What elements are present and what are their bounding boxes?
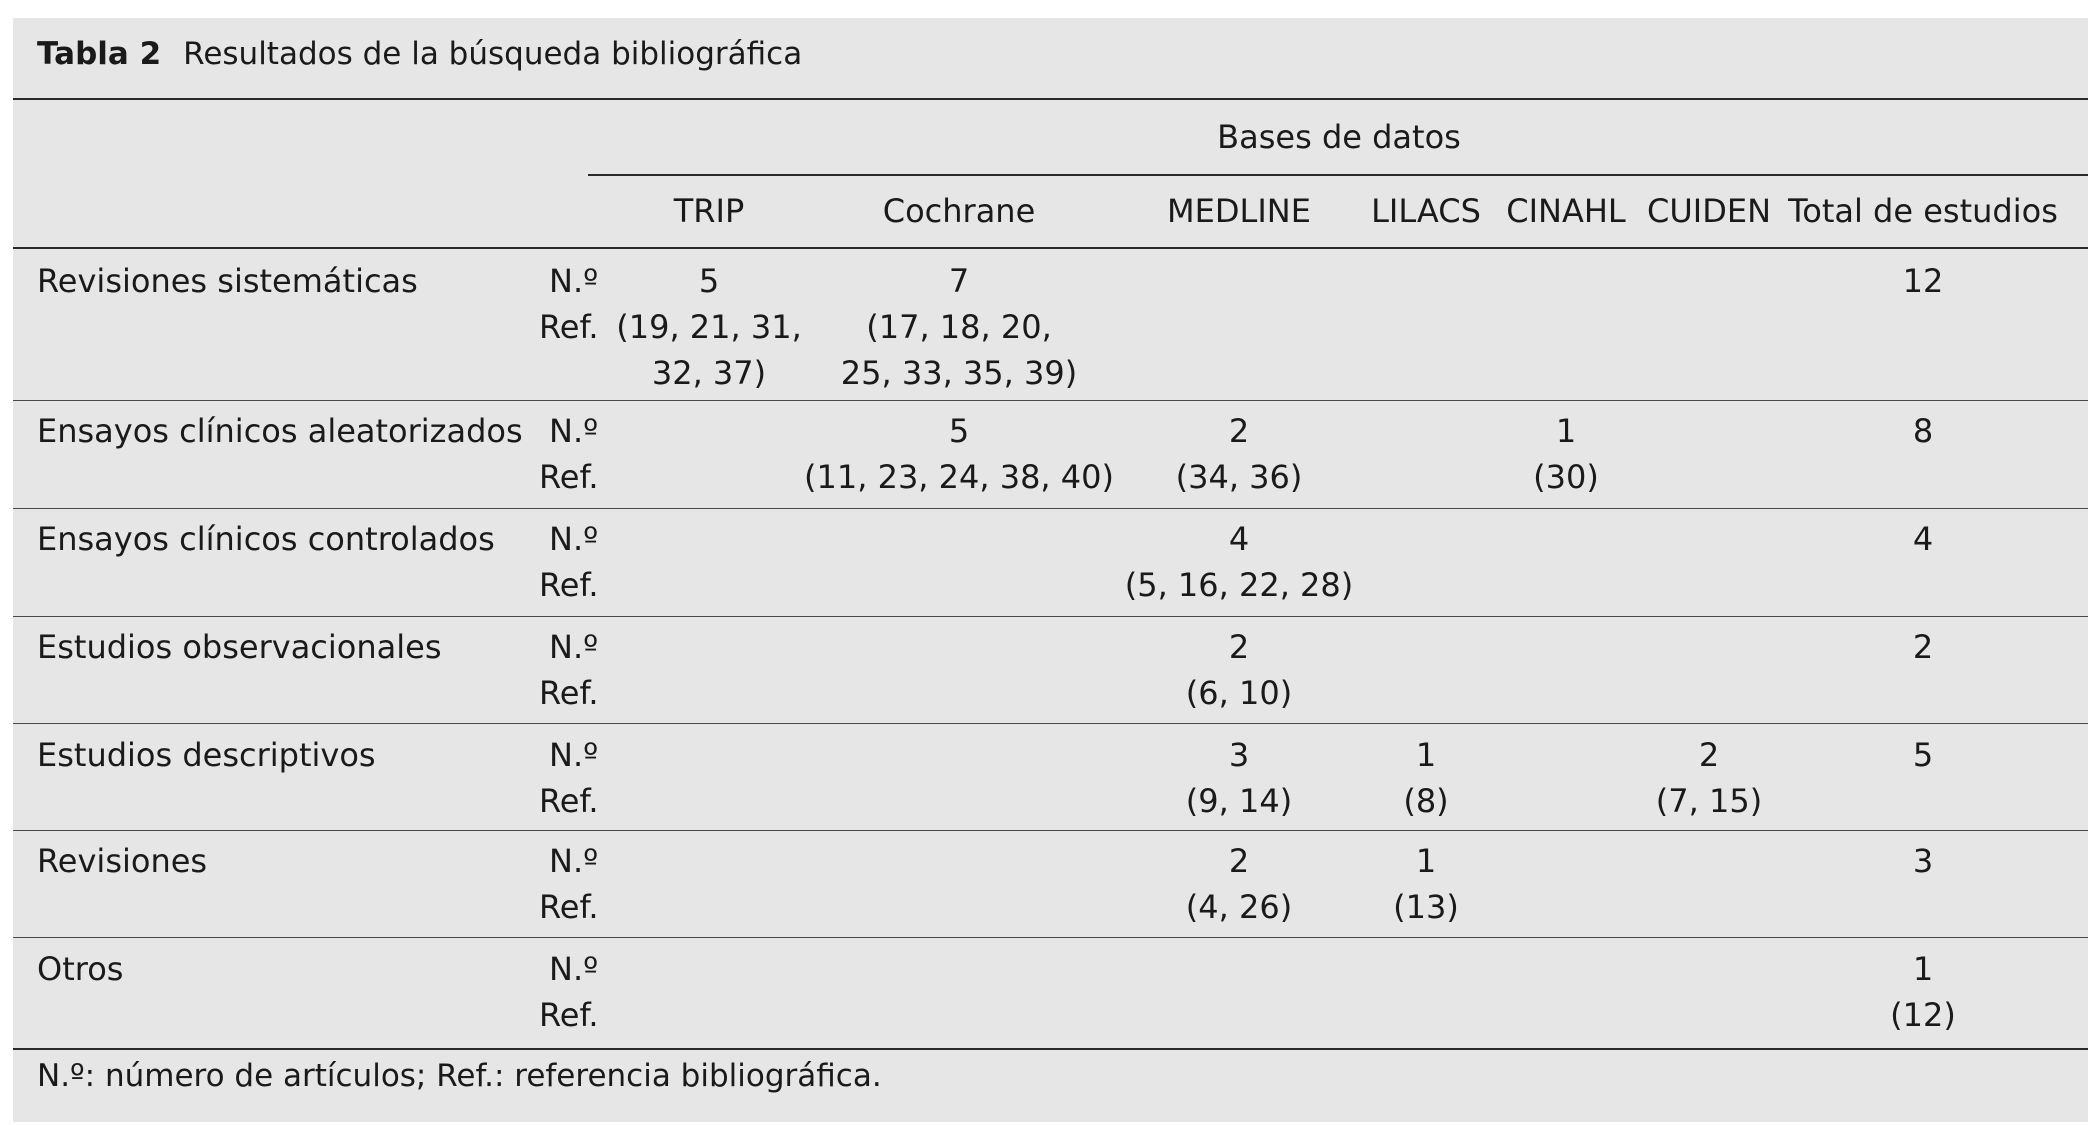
table-footnote: N.º: número de artículos; Ref.: referencia bibliográfica. [37,1058,882,1094]
medline-count: 2 [1228,842,1250,880]
number-label: N.º [549,950,599,988]
number-label: N.º [549,520,599,558]
cochrane-refs: (11, 23, 24, 38, 40) [804,458,1114,496]
col-header-lilacs: LILACS [1371,192,1481,230]
medline-count: 2 [1228,412,1250,450]
trip-refs: 32, 37) [651,354,767,392]
table-title: Resultados de la búsqueda bibliográfica [183,36,803,72]
row-divider [13,400,2088,401]
number-label: N.º [549,262,599,300]
table-number: Tabla 2 [37,36,162,72]
medline-refs: (4, 26) [1185,888,1293,926]
number-label: N.º [549,736,599,774]
lilacs-refs: (8) [1403,782,1449,820]
total-count: 5 [1912,736,1934,774]
trip-refs: (19, 21, 31, [616,308,802,346]
caption-rule [13,98,2088,100]
cochrane-refs: 25, 33, 35, 39) [840,354,1078,392]
cochrane-count: 5 [948,412,970,450]
reference-label: Ref. [539,782,599,820]
col-header-trip: TRIP [673,192,745,230]
medline-count: 2 [1228,628,1250,666]
medline-refs: (6, 10) [1185,674,1293,712]
group-header: Bases de datos [1217,118,1461,156]
col-header-cochrane: Cochrane [882,192,1036,230]
row-divider [13,723,2088,724]
col-header-cinahl: CINAHL [1506,192,1626,230]
cinahl-refs: (30) [1533,458,1599,496]
cinahl-count: 1 [1555,412,1577,450]
table-panel [13,18,2088,1122]
number-label: N.º [549,628,599,666]
row-category: Estudios observacionales [37,628,442,666]
reference-label: Ref. [539,308,599,346]
group-rule [588,174,2088,176]
cuiden-count: 2 [1698,736,1720,774]
col-header-cuiden: CUIDEN [1647,192,1771,230]
total-count: 1 [1912,950,1934,988]
row-category: Revisiones [37,842,208,880]
row-category: Revisiones sistemáticas [37,262,418,300]
row-divider [13,937,2088,938]
reference-label: Ref. [539,996,599,1034]
total-count: 12 [1902,262,1944,300]
reference-label: Ref. [539,566,599,604]
row-category: Ensayos clínicos controlados [37,520,495,558]
col-header-medline: MEDLINE [1167,192,1311,230]
reference-label: Ref. [539,888,599,926]
row-category: Ensayos clínicos aleatorizados [37,412,523,450]
total-count: 8 [1912,412,1934,450]
lilacs-count: 1 [1415,736,1437,774]
total-refs: (12) [1890,996,1956,1034]
table-caption [37,36,802,72]
row-divider [13,508,2088,509]
total-count: 4 [1912,520,1934,558]
lilacs-refs: (13) [1393,888,1459,926]
header-rule [13,247,2088,249]
row-category: Otros [37,950,124,988]
medline-count: 3 [1228,736,1250,774]
medline-refs: (5, 16, 22, 28) [1124,566,1354,604]
cochrane-refs: (17, 18, 20, [866,308,1052,346]
number-label: N.º [549,842,599,880]
total-count: 3 [1912,842,1934,880]
cuiden-refs: (7, 15) [1655,782,1763,820]
row-divider [13,616,2088,617]
reference-label: Ref. [539,674,599,712]
trip-count: 5 [698,262,720,300]
medline-refs: (9, 14) [1185,782,1293,820]
medline-count: 4 [1228,520,1250,558]
row-divider [13,830,2088,831]
total-count: 2 [1912,628,1934,666]
medline-refs: (34, 36) [1175,458,1303,496]
reference-label: Ref. [539,458,599,496]
cochrane-count: 7 [948,262,970,300]
row-category: Estudios descriptivos [37,736,376,774]
number-label: N.º [549,412,599,450]
bottom-rule [13,1048,2088,1050]
lilacs-count: 1 [1415,842,1437,880]
col-header-total: Total de estudios [1788,192,2058,230]
